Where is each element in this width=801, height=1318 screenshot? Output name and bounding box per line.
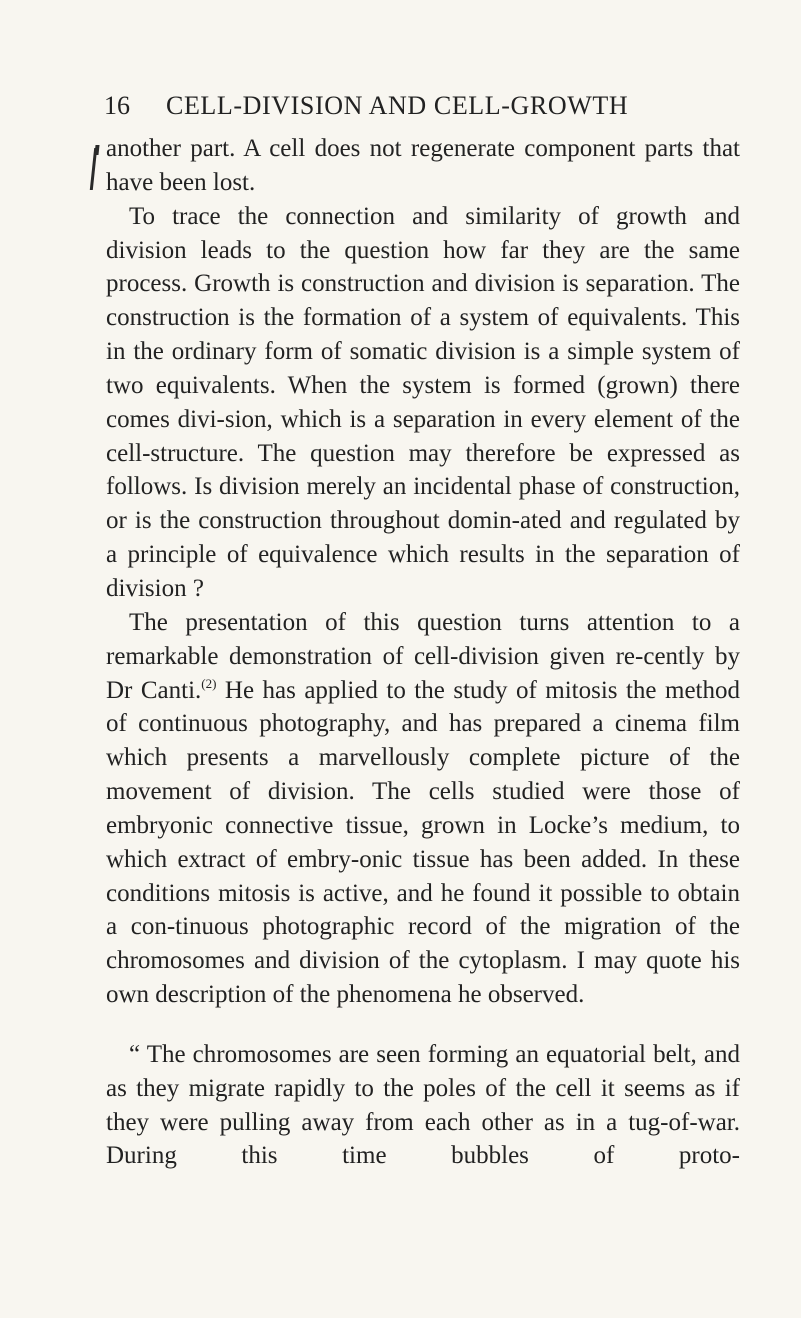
paragraph-text-part: The presentation of this question turns attention to a remarkable demonstration of cell-division given re-cently by Dr Canti. (106, 608, 740, 704)
body-text (106, 132, 740, 1173)
paragraph-canti-demonstration (106, 606, 740, 1012)
margin-mark (90, 148, 97, 190)
running-header (104, 86, 744, 126)
block-quote: “ The chromosomes are seen forming an equatorial belt, and as they migrate rapidly to the poles of the cell it seems as if they were pulling away from each other as in a tug-of-war. During this time bubbles of proto- (106, 1040, 740, 1170)
running-title: CELL-DIVISION AND CELL-GROWTH (166, 91, 629, 120)
page-number: 16 (104, 91, 130, 120)
footnote-reference: (2) (201, 675, 217, 691)
paragraph-continuation: another part. A cell does not regenerate component parts that have been lost. (106, 135, 740, 196)
paragraph-growth-division: To trace the connection and similarity of growth and division leads to the question how far they are the same process. Growth is construction and division is separation. The construction is the formation of a system of equivalents. This in the ordinary form of somatic division is a simple system of two equivalents. When the system is formed (grown) there comes divi-sion, which is a separation in every element of the cell-structure. The question may therefore be expressed as follows. Is division merely an incidental phase of construction, or is the construction throughout domin-ated and regulated by a principle of equivalence which results in the separation of division ? (106, 202, 740, 602)
paragraph-text-part: He has applied to the study of mitosis the method of continuous photography, and has prepared a cinema film which presents a marvellously complete picture of the movement of division. The cells studied were those of embryonic connective tissue, grown in Locke’s medium, to which extract of embry-onic tissue has been added. In these conditions mitosis is active, and he found it possible to obtain a con-tinuous photographic record of the migration of the chromosomes and division of the cytoplasm. I may quote his own description of the phenomena he observed. (106, 676, 740, 1009)
